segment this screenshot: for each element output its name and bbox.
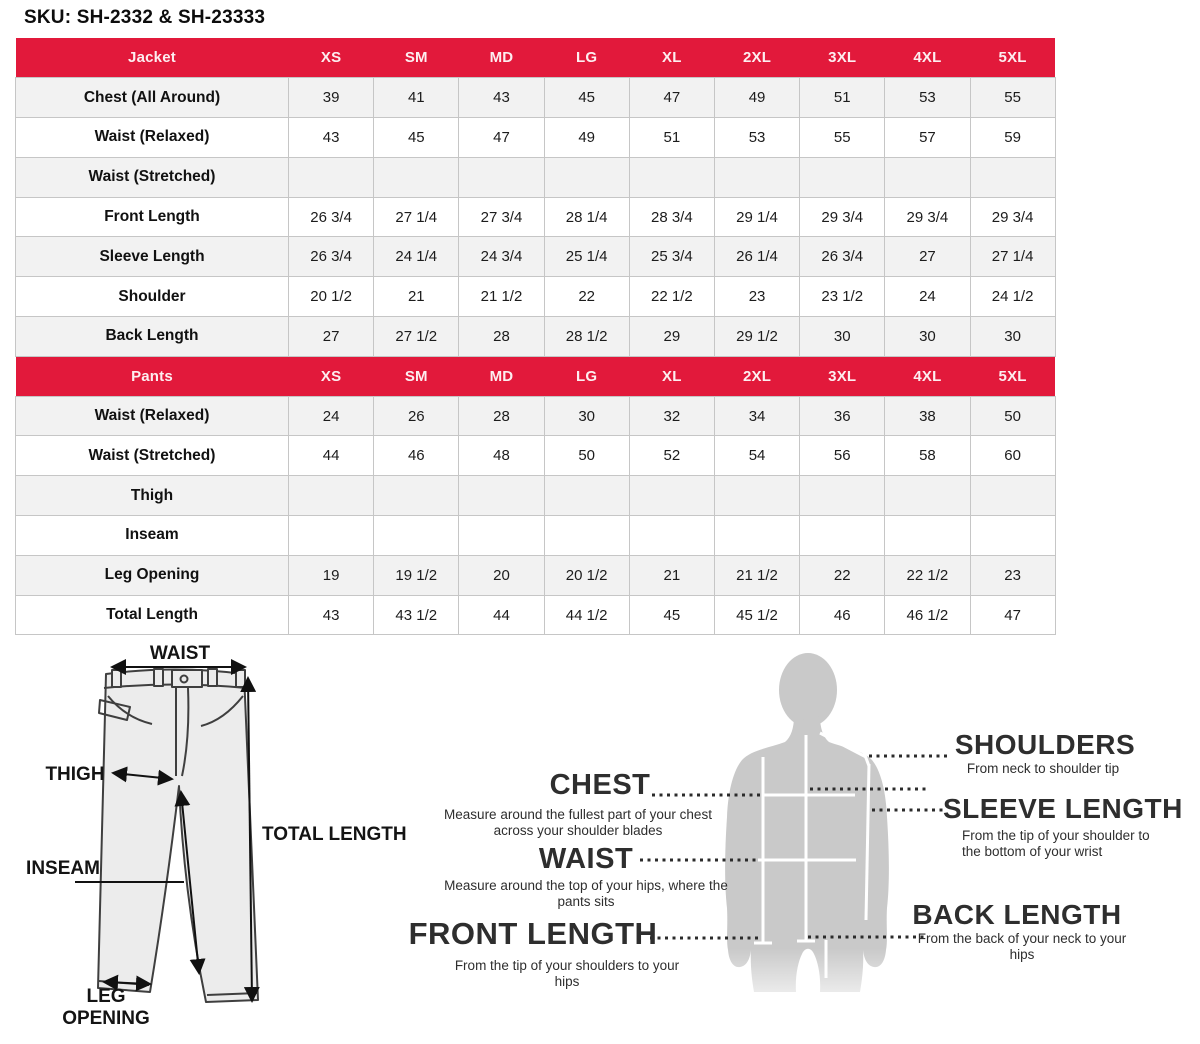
- size-cell: 27 1/4: [970, 237, 1055, 277]
- size-cell: 19: [289, 555, 374, 595]
- size-table: [15, 38, 1056, 635]
- size-cell: 29: [629, 317, 714, 357]
- button: [181, 676, 188, 683]
- size-column-header: LG: [544, 38, 629, 78]
- size-cell: 20 1/2: [544, 555, 629, 595]
- back-length-description: From the back of your neck to your hips: [917, 931, 1127, 963]
- silhouette-head: [779, 653, 837, 727]
- size-cell: [970, 476, 1055, 516]
- page-title: SKU: SH-2332 & SH-23333: [24, 7, 266, 28]
- size-cell: 39: [289, 78, 374, 118]
- size-cell: 21 1/2: [714, 555, 799, 595]
- sleeve-length-label: SLEEVE LENGTH: [943, 793, 1183, 824]
- size-cell: 45: [544, 78, 629, 118]
- size-cell: [629, 157, 714, 197]
- size-cell: 58: [885, 436, 970, 476]
- size-cell: [800, 157, 885, 197]
- size-cell: 24 3/4: [459, 237, 544, 277]
- size-column-header: 4XL: [885, 38, 970, 78]
- table-row: [16, 78, 1056, 118]
- belt-loop: [154, 669, 163, 686]
- size-cell: 59: [970, 118, 1055, 158]
- size-cell: [374, 516, 459, 556]
- size-cell: 25 3/4: [629, 237, 714, 277]
- size-cell: 23 1/2: [800, 277, 885, 317]
- belt-loop: [112, 670, 121, 687]
- size-cell: 27 1/4: [374, 197, 459, 237]
- size-cell: 51: [800, 78, 885, 118]
- table-row: [16, 197, 1056, 237]
- size-cell: 23: [970, 555, 1055, 595]
- chest-description: Measure around the fullest part of your chest across your shoulder blades: [444, 807, 712, 839]
- belt-loop: [208, 669, 217, 686]
- size-cell: 26 3/4: [800, 237, 885, 277]
- pants-inseam-label: INSEAM: [26, 858, 100, 879]
- section-header-row: [16, 356, 1056, 396]
- size-cell: [800, 516, 885, 556]
- size-cell: [544, 516, 629, 556]
- size-cell: [544, 157, 629, 197]
- size-cell: [459, 476, 544, 516]
- size-cell: 21: [374, 277, 459, 317]
- size-cell: [885, 157, 970, 197]
- size-column-header: 2XL: [714, 356, 799, 396]
- size-cell: 22 1/2: [885, 555, 970, 595]
- size-cell: 27 3/4: [459, 197, 544, 237]
- belt-loop: [236, 670, 245, 687]
- size-cell: [629, 476, 714, 516]
- size-cell: 24: [289, 396, 374, 436]
- size-cell: 29 1/4: [714, 197, 799, 237]
- size-cell: [885, 516, 970, 556]
- size-cell: 45: [629, 595, 714, 635]
- size-cell: 26 3/4: [289, 237, 374, 277]
- size-column-header: 5XL: [970, 356, 1055, 396]
- size-cell: 53: [714, 118, 799, 158]
- size-cell: 46: [800, 595, 885, 635]
- size-cell: 34: [714, 396, 799, 436]
- table-row: [16, 396, 1056, 436]
- size-cell: 30: [800, 317, 885, 357]
- size-cell: 23: [714, 277, 799, 317]
- size-cell: 47: [629, 78, 714, 118]
- shoulders-description: From neck to shoulder tip: [966, 761, 1120, 776]
- table-row: [16, 436, 1056, 476]
- table-row: [16, 555, 1056, 595]
- size-column-header: 3XL: [800, 38, 885, 78]
- size-cell: 30: [544, 396, 629, 436]
- size-cell: [459, 157, 544, 197]
- size-cell: [714, 157, 799, 197]
- size-cell: 28: [459, 396, 544, 436]
- size-cell: 48: [459, 436, 544, 476]
- row-label: Leg Opening: [16, 555, 289, 595]
- size-cell: 45: [374, 118, 459, 158]
- size-cell: 27: [885, 237, 970, 277]
- size-cell: 28 3/4: [629, 197, 714, 237]
- size-cell: 32: [629, 396, 714, 436]
- size-cell: 60: [970, 436, 1055, 476]
- size-cell: 24: [885, 277, 970, 317]
- size-column-header: SM: [374, 38, 459, 78]
- size-cell: 21: [629, 555, 714, 595]
- section-title: Pants: [16, 356, 289, 396]
- row-label: Chest (All Around): [16, 78, 289, 118]
- size-column-header: 3XL: [800, 356, 885, 396]
- size-cell: 46: [374, 436, 459, 476]
- row-label: Thigh: [16, 476, 289, 516]
- table-row: [16, 237, 1056, 277]
- back-length-label: BACK LENGTH: [912, 899, 1122, 930]
- pants-leg-opening-label: LEG OPENING: [62, 986, 150, 1030]
- silhouette-fade: [695, 948, 905, 1018]
- section-header-row: [16, 38, 1056, 78]
- size-cell: 30: [885, 317, 970, 357]
- table-row: [16, 476, 1056, 516]
- row-label: Sleeve Length: [16, 237, 289, 277]
- size-cell: 26 1/4: [714, 237, 799, 277]
- size-cell: 52: [629, 436, 714, 476]
- size-cell: [714, 516, 799, 556]
- size-cell: [970, 516, 1055, 556]
- size-cell: 50: [544, 436, 629, 476]
- row-label: Waist (Relaxed): [16, 396, 289, 436]
- size-cell: 43: [289, 595, 374, 635]
- size-cell: 46 1/2: [885, 595, 970, 635]
- size-cell: 49: [714, 78, 799, 118]
- size-cell: 29 3/4: [970, 197, 1055, 237]
- body-waist-label: WAIST: [538, 843, 634, 875]
- size-cell: 28 1/2: [544, 317, 629, 357]
- size-column-header: 2XL: [714, 38, 799, 78]
- size-cell: 54: [714, 436, 799, 476]
- chest-label: CHEST: [549, 769, 651, 801]
- size-cell: 55: [970, 78, 1055, 118]
- table-row: [16, 118, 1056, 158]
- size-cell: 26: [374, 396, 459, 436]
- size-cell: 56: [800, 436, 885, 476]
- size-cell: 44: [289, 436, 374, 476]
- size-column-header: XL: [629, 38, 714, 78]
- size-cell: 29 3/4: [800, 197, 885, 237]
- size-cell: 43: [289, 118, 374, 158]
- size-cell: 28 1/4: [544, 197, 629, 237]
- size-cell: 55: [800, 118, 885, 158]
- size-cell: [374, 157, 459, 197]
- size-cell: 29 3/4: [885, 197, 970, 237]
- pants-waist-label: WAIST: [149, 643, 211, 664]
- size-cell: 24 1/4: [374, 237, 459, 277]
- size-cell: 30: [970, 317, 1055, 357]
- front-length-description: From the tip of your shoulders to your hips: [454, 958, 680, 990]
- size-cell: 26 3/4: [289, 197, 374, 237]
- size-cell: 51: [629, 118, 714, 158]
- size-cell: 27 1/2: [374, 317, 459, 357]
- measurement-diagrams: [0, 640, 1200, 1044]
- size-cell: 44 1/2: [544, 595, 629, 635]
- size-cell: 53: [885, 78, 970, 118]
- size-cell: [885, 476, 970, 516]
- size-column-header: XL: [629, 356, 714, 396]
- pants-illustration: [98, 669, 258, 1002]
- row-label: Inseam: [16, 516, 289, 556]
- row-label: Back Length: [16, 317, 289, 357]
- size-cell: 43 1/2: [374, 595, 459, 635]
- size-cell: 50: [970, 396, 1055, 436]
- size-cell: 43: [459, 78, 544, 118]
- size-cell: 28: [459, 317, 544, 357]
- row-label: Waist (Relaxed): [16, 118, 289, 158]
- size-cell: [544, 476, 629, 516]
- size-cell: [374, 476, 459, 516]
- size-cell: 45 1/2: [714, 595, 799, 635]
- size-cell: 49: [544, 118, 629, 158]
- size-cell: [629, 516, 714, 556]
- size-cell: 22: [800, 555, 885, 595]
- size-cell: 22: [544, 277, 629, 317]
- size-cell: 20: [459, 555, 544, 595]
- pants-total-length-label: TOTAL LENGTH: [262, 824, 407, 845]
- size-cell: [289, 516, 374, 556]
- row-label: Waist (Stretched): [16, 436, 289, 476]
- size-cell: [714, 476, 799, 516]
- size-column-header: MD: [459, 38, 544, 78]
- size-cell: 27: [289, 317, 374, 357]
- size-cell: 36: [800, 396, 885, 436]
- section-title: Jacket: [16, 38, 289, 78]
- shoulders-label: SHOULDERS: [954, 729, 1136, 760]
- size-column-header: LG: [544, 356, 629, 396]
- size-cell: 25 1/4: [544, 237, 629, 277]
- size-cell: [289, 476, 374, 516]
- size-cell: 21 1/2: [459, 277, 544, 317]
- size-cell: [970, 157, 1055, 197]
- size-column-header: 4XL: [885, 356, 970, 396]
- size-cell: 47: [459, 118, 544, 158]
- size-cell: 44: [459, 595, 544, 635]
- size-cell: 20 1/2: [289, 277, 374, 317]
- row-label: Shoulder: [16, 277, 289, 317]
- size-cell: 57: [885, 118, 970, 158]
- pants-thigh-label: THIGH: [45, 764, 105, 785]
- size-cell: 24 1/2: [970, 277, 1055, 317]
- waist-description: Measure around the top of your hips, where the pants sits: [444, 878, 728, 910]
- table-row: [16, 277, 1056, 317]
- size-cell: 41: [374, 78, 459, 118]
- size-cell: [800, 476, 885, 516]
- size-cell: 22 1/2: [629, 277, 714, 317]
- size-cell: 47: [970, 595, 1055, 635]
- sleeve-length-description: From the tip of your shoulder to the bottom of your wrist: [962, 828, 1150, 860]
- row-label: Front Length: [16, 197, 289, 237]
- size-column-header: SM: [374, 356, 459, 396]
- size-cell: [289, 157, 374, 197]
- row-label: Total Length: [16, 595, 289, 635]
- table-row: [16, 516, 1056, 556]
- size-column-header: XS: [289, 38, 374, 78]
- row-label: Waist (Stretched): [16, 157, 289, 197]
- size-column-header: XS: [289, 356, 374, 396]
- size-cell: [459, 516, 544, 556]
- table-row: [16, 157, 1056, 197]
- front-length-label: FRONT LENGTH: [408, 916, 658, 951]
- table-row: [16, 595, 1056, 635]
- size-column-header: 5XL: [970, 38, 1055, 78]
- table-row: [16, 317, 1056, 357]
- size-cell: 29 1/2: [714, 317, 799, 357]
- size-cell: 38: [885, 396, 970, 436]
- size-column-header: MD: [459, 356, 544, 396]
- size-cell: 19 1/2: [374, 555, 459, 595]
